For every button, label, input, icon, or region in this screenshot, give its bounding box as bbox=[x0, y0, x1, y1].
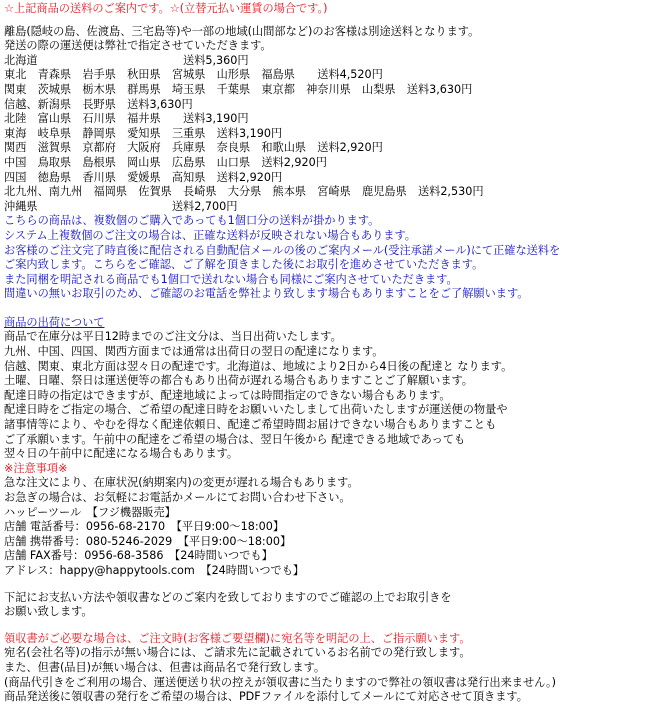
shipping-note: システム上複数個のご注文の場合は、正確な送料が反映されない場合もあります。 bbox=[4, 228, 416, 242]
dispatch-line: 諸事情等により、やむを得なく配達依頼日、配達ご希望時間お届けできない場合もありますことも bbox=[4, 418, 497, 432]
dispatch-line: 信越、関東、東北方面は翌々日の配達です。北海道は、地域により2日から4日後の配達と なります。 bbox=[4, 359, 513, 373]
shipping-note: 間違いの無いお取引のため、ご確認のお電話を弊社より致します場合もありますことをご了解願います。 bbox=[4, 287, 529, 301]
shipping-notes bbox=[4, 214, 664, 302]
shipping-intro-line: 発送の際の運送便は弊社で指定させていただきます。 bbox=[4, 39, 272, 53]
contact-email: アドレス：happy@happytools.com 【24時間いつでも】 bbox=[4, 563, 305, 577]
notes-line: お急ぎの場合は、お気軽にお電話かメールにてお問い合わせ下さい。 bbox=[4, 491, 351, 504]
rate-row-kyushu: 北九州、南九州 福岡県 佐賀県 長崎県 大分県 熊本県 宮崎県 鹿児島県 送料2,530円 bbox=[4, 185, 484, 199]
dispatch-heading: 商品の出荷について bbox=[4, 315, 105, 329]
rate-row-shinetsu: 信越、新潟県 長野県 送料3,630円 bbox=[4, 97, 193, 111]
contact-mobile: 店舗 携帯番号：080-5246-2029 【平日9:00〜18:00】 bbox=[4, 534, 292, 548]
dispatch-section bbox=[4, 316, 664, 462]
shipping-note: また同梱を明記される商品でも1個口で送れない場合も同様にご案内させていただきます。 bbox=[4, 272, 458, 286]
contact-company: ハッピーツール 【フジ機器販売】 bbox=[4, 505, 176, 519]
shipping-note: ご案内致します。こちらをご確認、ご了解を頂きました後にお取引を進めさせていただきます。 bbox=[4, 258, 484, 272]
payment-line: お願い致します。 bbox=[4, 605, 93, 619]
notice-title: ☆上記商品の送料のご案内です。☆(立替元払い運賃の場合です。) bbox=[4, 2, 328, 15]
notes-section bbox=[4, 462, 664, 506]
dispatch-line: 商品で在庫分は平日12時までのご注文分は、当日出荷いたします。 bbox=[4, 330, 342, 344]
payment-section bbox=[4, 591, 664, 620]
contact-section bbox=[4, 506, 664, 579]
receipt-line: (商品代引きをご利用の場合、運送便送り状の控えが領収書に当たりますので弊社の領収書は発行出来ません。) bbox=[4, 675, 556, 689]
contact-fax: 店舗 FAX番号：0956-68-3586 【24時間いつでも】 bbox=[4, 549, 273, 563]
dispatch-line: ご了承願います。午前中の配達をご希望の場合は、翌日午後から 配達できる地域であっても bbox=[4, 432, 466, 446]
dispatch-line: 翌々日の午前中に配達になる場合もあります。 bbox=[4, 447, 239, 461]
dispatch-line: 九州、中国、四国、関西方面までは通常は出荷日の翌日の配達になります。 bbox=[4, 345, 384, 359]
rate-row-tohoku: 東北 青森県 岩手県 秋田県 宮城県 山形県 福島県 送料4,520円 bbox=[4, 68, 383, 82]
dispatch-line: 配達日時をご指定の場合、ご希望の配達日時をお願いいたしまして出荷いたしますが運送便の物量や bbox=[4, 403, 508, 417]
rate-row-chugoku: 中国 鳥取県 島根県 岡山県 広島県 山口県 送料2,920円 bbox=[4, 155, 327, 169]
contact-phone: 店舗 電話番号：0956-68-2170 【平日9:00〜18:00】 bbox=[4, 520, 285, 534]
shipping-intro-line: 離島(隠岐の島、佐渡島、三宅島等)や一部の地域(山間部など)のお客様は別途送料となります。 bbox=[4, 24, 480, 38]
dispatch-line: 土曜、日曜、祭日は運送便等の都合もあり出荷が遅れる場合もありますことご了解願います。 bbox=[4, 374, 473, 388]
dispatch-line: 配達日時の指定はできますが、配達地域によっては時間指定のできない場合もあります。 bbox=[4, 388, 451, 402]
receipt-line: また、但書(品目)が無い場合は、但書は商品名で発行致します。 bbox=[4, 660, 326, 674]
receipt-line: 宛名(会社名等)の指示が無い場合には、ご請求先に記載されているお名前での発行致します。 bbox=[4, 646, 471, 660]
payment-line: 下記にお支払い方法や領収書などのご案内を致しておりますのでご確認の上でお取引きを bbox=[4, 590, 452, 604]
rate-row-shikoku: 四国 徳島県 香川県 愛媛県 高知県 送料2,920円 bbox=[4, 170, 283, 184]
rate-row-okinawa: 沖縄県 送料2,700円 bbox=[4, 199, 238, 213]
shipping-note: こちらの商品は、複数個のご購入であっても1個口分の送料が掛かります。 bbox=[4, 214, 380, 228]
rate-row-kanto: 関東 茨城県 栃木県 群馬県 埼玉県 千葉県 東京都 神奈川県 山梨県 送料3,630円 bbox=[4, 82, 473, 96]
rate-row-kansai: 関西 滋賀県 京都府 大阪府 兵庫県 奈良県 和歌山県 送料2,920円 bbox=[4, 141, 383, 155]
shipping-rate-table bbox=[4, 54, 664, 215]
receipt-heading: 領収書がご必要な場合は、ご注文時(お客様ご要望欄)に宛名等を明記の上、ご指示願います。 bbox=[4, 631, 471, 645]
rate-row-hokkaido: 北海道 送料5,360円 bbox=[4, 53, 249, 67]
shipping-note: お客様のご注文完了時直後に配信される自動配信メールの後のご案内メール(受注承諾メール)にて正確な送料を bbox=[4, 243, 561, 257]
notes-heading: ※注意事項※ bbox=[4, 461, 68, 475]
shipping-section bbox=[4, 25, 664, 302]
notes-line: 急な注文により、在庫状況(納期案内)の変更が遅れる場合もあります。 bbox=[4, 476, 359, 490]
receipt-line: 商品発送後に領収書の発行をご希望の場合は、PDFファイルを添付してメールにて対応させて頂きます。 bbox=[4, 690, 528, 704]
rate-row-tokai: 東海 岐阜県 静岡県 愛知県 三重県 送料3,190円 bbox=[4, 126, 283, 140]
rate-row-hokuriku: 北陸 富山県 石川県 福井県 送料3,190円 bbox=[4, 112, 249, 126]
